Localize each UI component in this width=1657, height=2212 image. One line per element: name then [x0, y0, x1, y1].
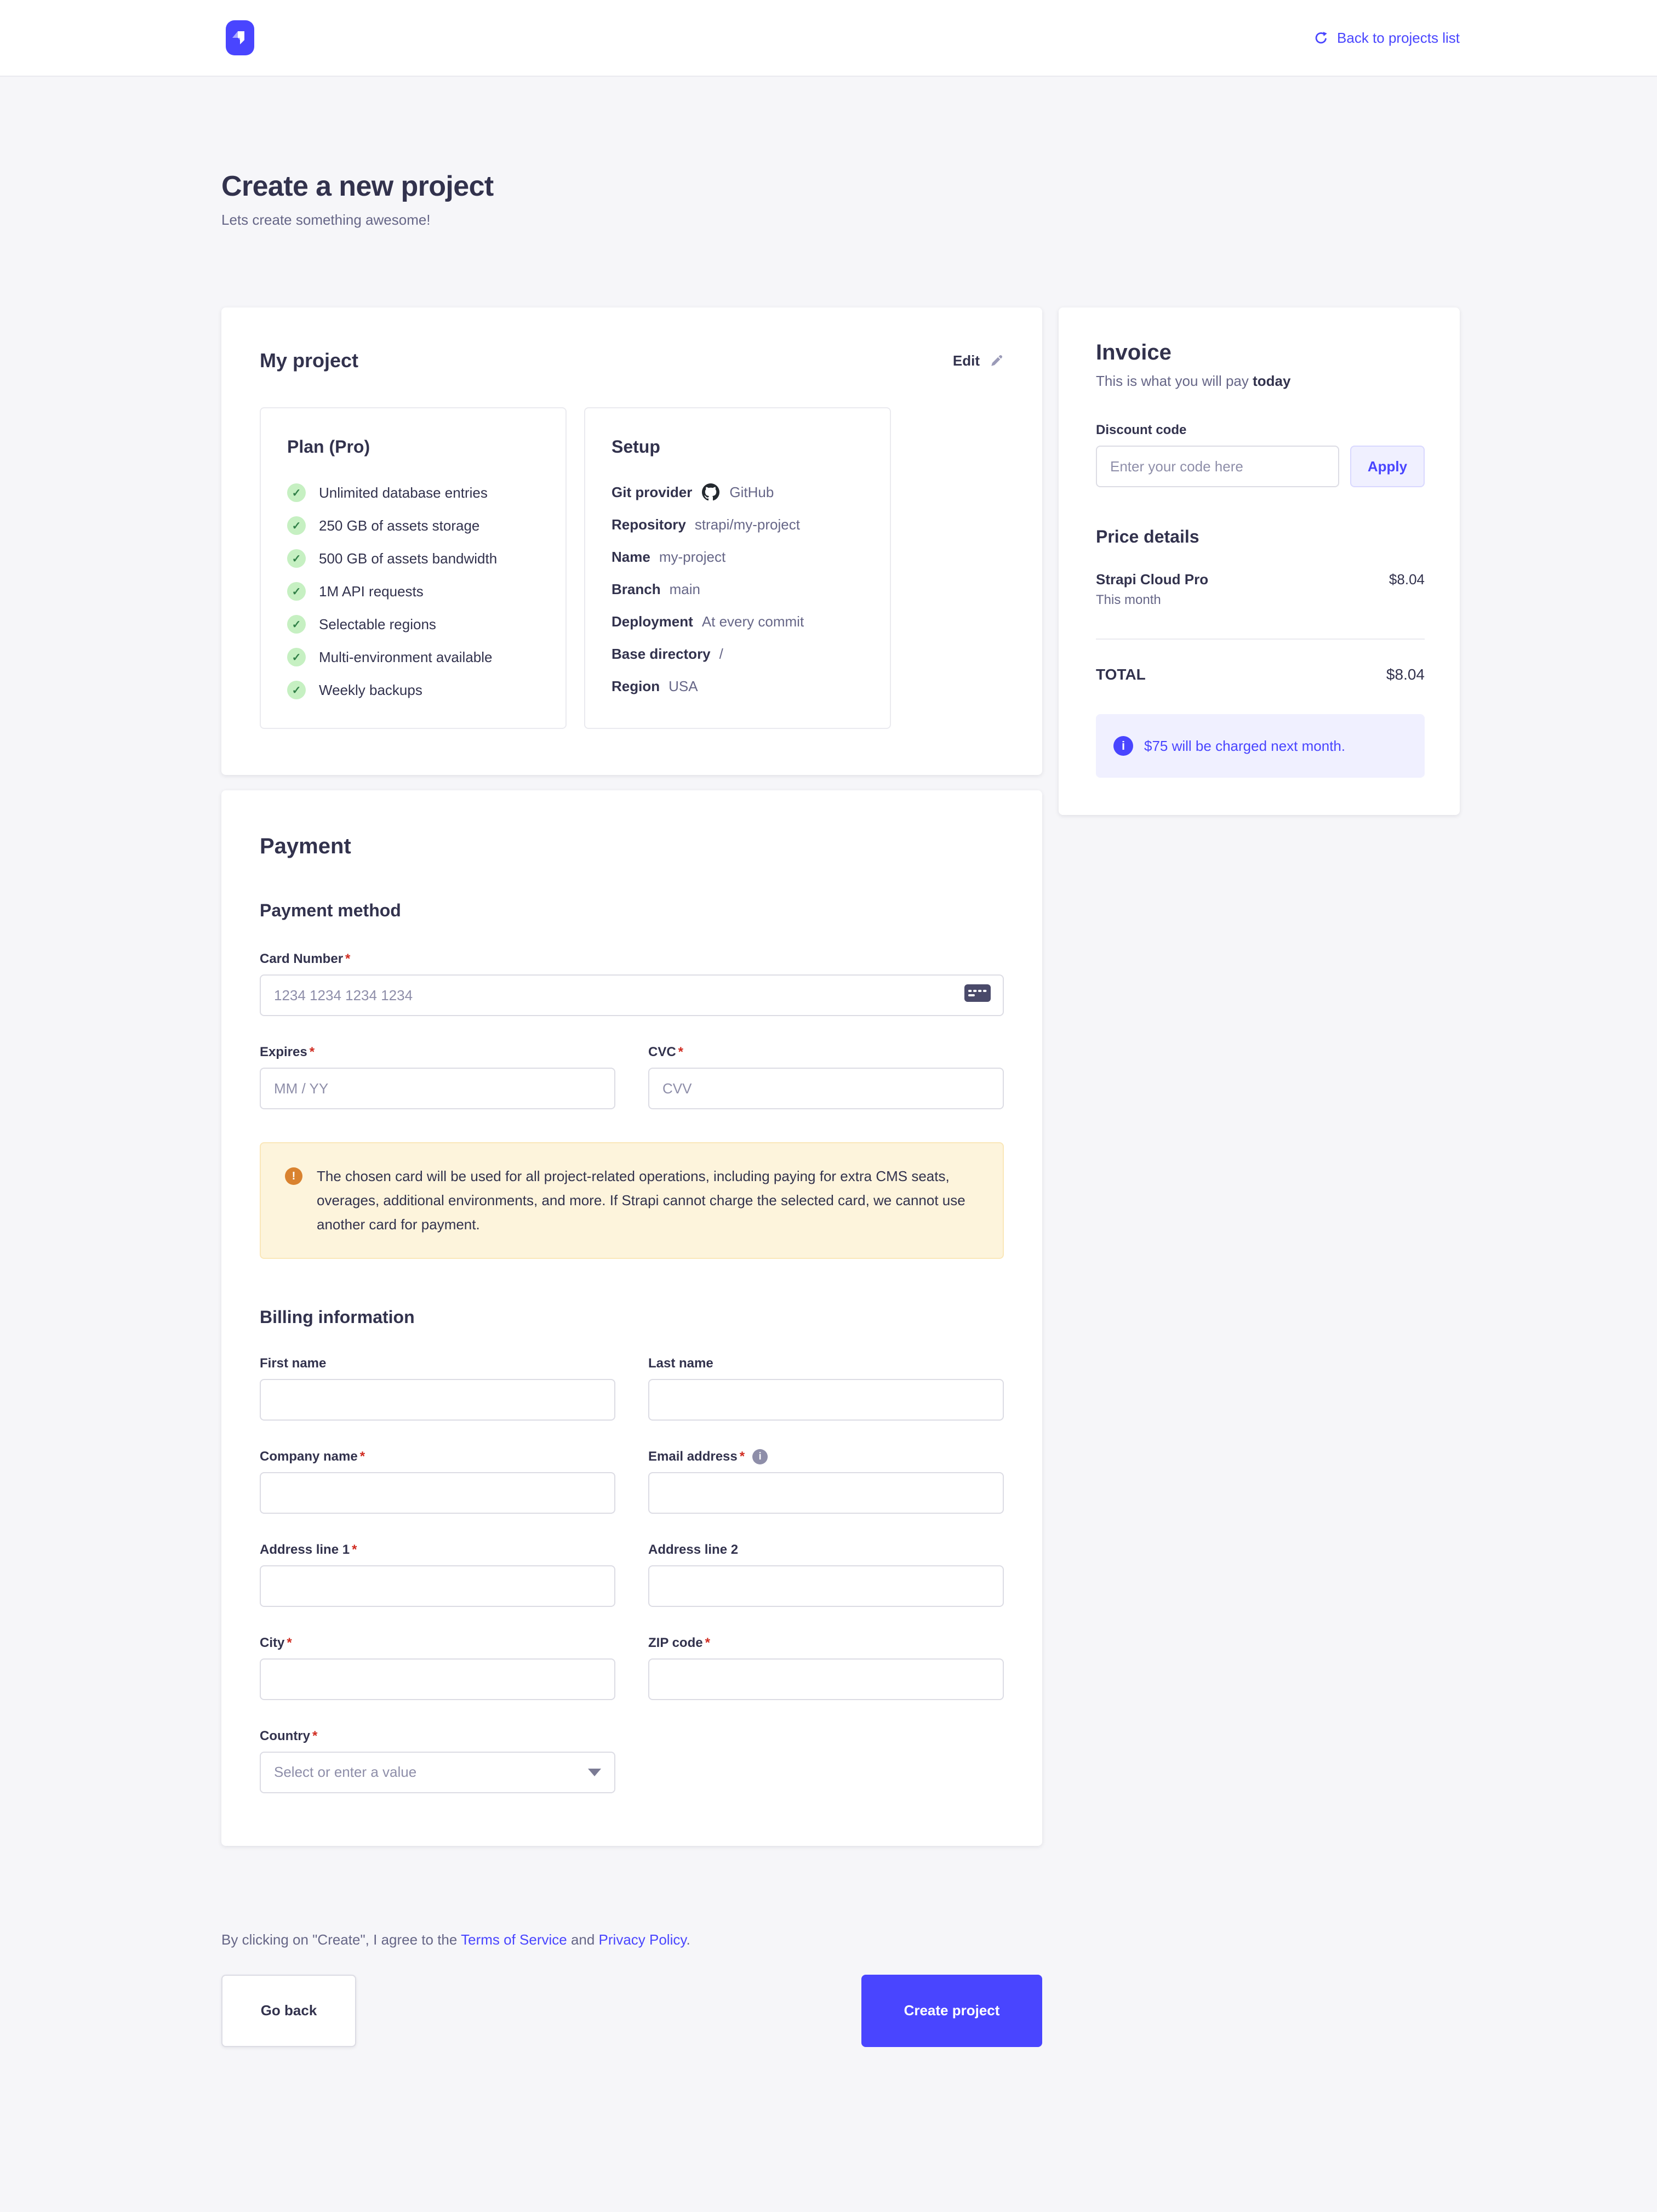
strapi-logo-icon[interactable] — [226, 20, 254, 55]
plan-feature-label: 1M API requests — [319, 583, 424, 600]
create-project-button[interactable]: Create project — [861, 1975, 1042, 2047]
warning-icon: ! — [285, 1167, 302, 1185]
plan-feature-label: Multi-environment available — [319, 648, 493, 665]
setup-box — [584, 407, 891, 729]
pencil-icon — [990, 354, 1004, 368]
plan-feature — [287, 681, 539, 699]
apply-button[interactable]: Apply — [1350, 446, 1425, 487]
expiry-cvc-row — [260, 1045, 1004, 1109]
note-text: $75 will be charged next month. — [1144, 737, 1346, 754]
last-name-label: Last name — [648, 1355, 713, 1371]
setup-row-git-provider: Git provider GitHub — [612, 483, 774, 500]
last-name-input[interactable] — [648, 1379, 1004, 1421]
credit-card-icon — [964, 984, 991, 1006]
setup-title: Setup — [612, 437, 660, 457]
back-arrow-icon — [1314, 31, 1328, 45]
payment-card — [221, 790, 1042, 1846]
go-back-button[interactable]: Go back — [221, 1975, 356, 2047]
company-name-field — [260, 1449, 615, 1514]
address-row — [260, 1542, 1004, 1607]
terms-of-service-link[interactable]: Terms of Service — [461, 1931, 567, 1948]
plan-feature — [287, 483, 539, 502]
country-label: Country * — [260, 1728, 318, 1743]
check-icon: ✓ — [287, 648, 306, 666]
check-icon: ✓ — [287, 516, 306, 535]
address-line2-input[interactable] — [648, 1565, 1004, 1607]
email-info-icon[interactable]: i — [752, 1449, 768, 1464]
zip-code-input[interactable] — [648, 1658, 1004, 1700]
payment-title: Payment — [260, 834, 351, 858]
line-item-period: This month — [1096, 592, 1161, 607]
discount-code-input[interactable] — [1096, 446, 1339, 487]
city-field — [260, 1635, 615, 1700]
left-column — [221, 307, 1042, 1846]
top-bar — [0, 0, 1657, 77]
payment-method-title: Payment method — [260, 900, 401, 920]
plan-box — [260, 407, 567, 729]
country-select-placeholder: Select or enter a value — [274, 1764, 417, 1781]
invoice-subtitle: This is what you will pay today — [1096, 373, 1291, 389]
my-project-card — [221, 307, 1042, 775]
address-line1-input[interactable] — [260, 1565, 615, 1607]
name-row — [260, 1356, 1004, 1421]
company-name-label: Company name * — [260, 1449, 365, 1464]
address-line2-label: Address line 2 — [648, 1542, 739, 1557]
plan-feature-label: Unlimited database entries — [319, 484, 488, 501]
setup-row-base-directory: Base directory / — [612, 646, 723, 662]
next-month-note — [1096, 714, 1425, 778]
address-line1-label: Address line 1 * — [260, 1542, 357, 1557]
check-icon: ✓ — [287, 483, 306, 502]
back-link-label: Back to projects list — [1337, 29, 1460, 46]
zip-code-field — [648, 1635, 1004, 1700]
email-input[interactable] — [648, 1472, 1004, 1514]
city-label: City * — [260, 1635, 292, 1650]
first-name-field — [260, 1356, 615, 1421]
country-field — [260, 1729, 615, 1793]
country-select[interactable] — [260, 1752, 615, 1793]
check-icon: ✓ — [287, 549, 306, 568]
invoice-divider — [1096, 638, 1425, 640]
warning-text: The chosen card will be used for all project-related operations, including paying for extra CMS seats, overages, additional environments, and more. If Strapi cannot charge the selected card, we cannot use another card for payment. — [317, 1168, 965, 1233]
invoice-total-row — [1096, 666, 1425, 683]
back-to-projects-link[interactable] — [1314, 30, 1460, 47]
company-name-input[interactable] — [260, 1472, 615, 1514]
price-details-title: Price details — [1096, 527, 1199, 546]
card-number-input[interactable] — [260, 974, 1004, 1016]
company-email-row — [260, 1449, 1004, 1514]
plan-feature — [287, 582, 539, 601]
discount-row — [1096, 446, 1425, 487]
billing-information-title: Billing information — [260, 1307, 415, 1327]
plan-feature-label: Selectable regions — [319, 615, 436, 632]
setup-row-branch: Branch main — [612, 581, 700, 597]
check-icon: ✓ — [287, 615, 306, 634]
chevron-down-icon — [588, 1769, 601, 1776]
check-icon: ✓ — [287, 582, 306, 601]
card-usage-warning — [260, 1142, 1004, 1259]
invoice-card — [1059, 307, 1460, 815]
page-title: Create a new project — [221, 170, 494, 202]
total-label: TOTAL — [1096, 666, 1146, 683]
total-amount: $8.04 — [1386, 666, 1425, 683]
setup-row-repository: Repository strapi/my-project — [612, 516, 800, 533]
invoice-title: Invoice — [1096, 340, 1172, 364]
expires-field — [260, 1045, 615, 1109]
discount-code-label: Discount code — [1096, 423, 1187, 437]
content — [221, 307, 1460, 1846]
zip-code-label: ZIP code * — [648, 1635, 710, 1650]
invoice-line-item — [1096, 571, 1425, 608]
email-field — [648, 1449, 1004, 1514]
cvc-input[interactable] — [648, 1068, 1004, 1109]
address-line1-field — [260, 1542, 615, 1607]
cvc-label: CVC * — [648, 1045, 684, 1059]
line-item-name: Strapi Cloud Pro — [1096, 571, 1209, 588]
plan-feature-label: 500 GB of assets bandwidth — [319, 550, 498, 567]
setup-row-name: Name my-project — [612, 549, 726, 565]
github-icon — [702, 483, 719, 501]
plan-feature-label: Weekly backups — [319, 681, 422, 698]
setup-row-deployment: Deployment At every commit — [612, 613, 804, 630]
edit-button[interactable] — [953, 352, 1004, 369]
plan-title: Plan (Pro) — [287, 437, 370, 457]
address-line2-field — [648, 1542, 1004, 1607]
footer-actions — [221, 1975, 1042, 2047]
strapi-logo-glyph — [230, 26, 250, 50]
cvc-field — [648, 1045, 1004, 1109]
plan-feature — [287, 516, 539, 535]
country-row — [260, 1729, 1004, 1793]
plan-feature — [287, 615, 539, 634]
card-number-field-wrap — [260, 974, 1004, 1016]
last-name-field — [648, 1356, 1004, 1421]
plan-feature — [287, 549, 539, 568]
edit-label: Edit — [952, 352, 980, 369]
info-icon: i — [1113, 736, 1133, 756]
check-icon: ✓ — [287, 681, 306, 699]
line-item-amount: $8.04 — [1389, 571, 1425, 588]
city-input[interactable] — [260, 1658, 615, 1700]
expires-label: Expires * — [260, 1045, 315, 1059]
terms-line: By clicking on "Create", I agree to the Terms of Service and Privacy Policy. — [221, 1931, 690, 1948]
first-name-input[interactable] — [260, 1379, 615, 1421]
page-subtitle: Lets create something awesome! — [221, 212, 431, 228]
email-label: Email address * i — [648, 1449, 1004, 1464]
page-head — [221, 170, 1657, 229]
privacy-policy-link[interactable]: Privacy Policy — [598, 1931, 687, 1948]
city-zip-row — [260, 1635, 1004, 1700]
plan-feature-label: 250 GB of assets storage — [319, 517, 480, 534]
expires-input[interactable] — [260, 1068, 615, 1109]
project-card-title: My project — [260, 349, 359, 372]
setup-row-region: Region USA — [612, 678, 698, 694]
first-name-label: First name — [260, 1355, 327, 1371]
card-number-label: Card Number * — [260, 951, 351, 966]
plan-feature — [287, 648, 539, 666]
